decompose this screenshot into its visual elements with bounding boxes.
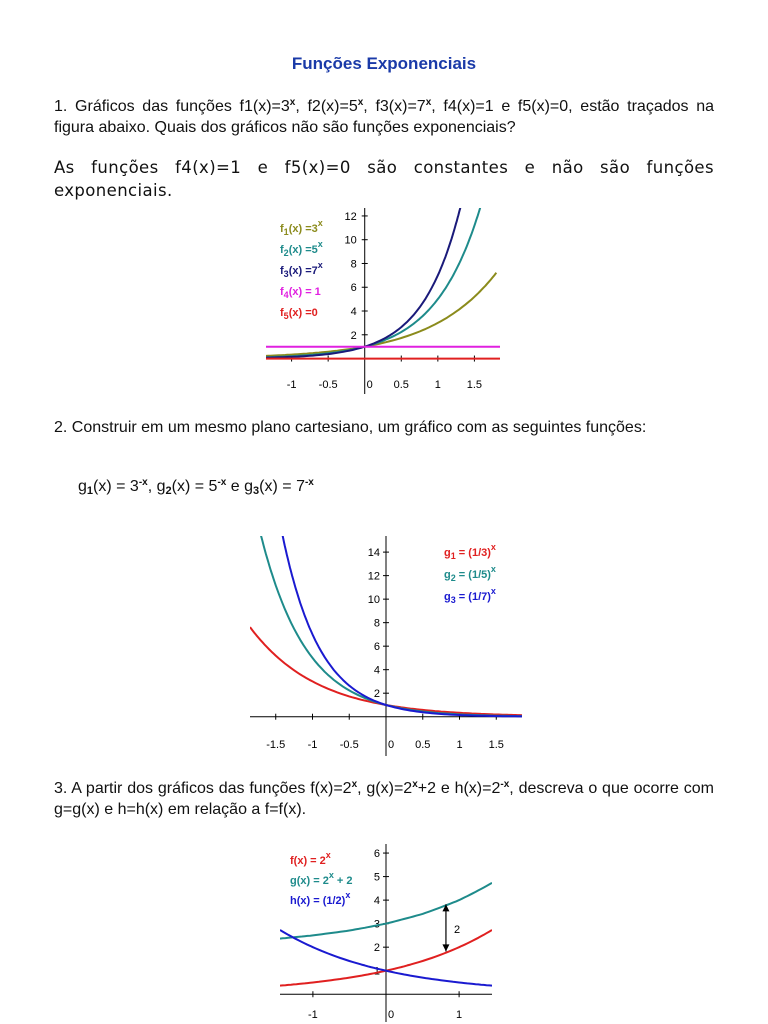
- legend-expression: (x) =5: [288, 244, 318, 256]
- question-1: [54, 96, 714, 138]
- g2-sup: -x: [217, 477, 227, 488]
- legend-name: h(x) = (1/2): [290, 895, 346, 907]
- legend-subscript: 3: [450, 595, 456, 605]
- g1-sub: 1: [86, 485, 94, 497]
- legend-name: g: [444, 591, 451, 603]
- q1-sup-c: x: [425, 97, 432, 108]
- legend-name: g(x) = 2: [290, 875, 329, 887]
- q1-text-d: , f4(x)=1 e f5(x)=0, estão traçados na figura abaixo. Quais dos gráficos não são funções exponenciais?: [54, 98, 714, 136]
- legend-subscript: 2: [283, 248, 289, 258]
- q1-text-b: , f2(x)=5: [295, 98, 358, 115]
- legend-expression: (x) =7: [288, 265, 318, 277]
- q3-text-d: , descreva o que ocorre com g=g(x) e h=h(x) em relação a f=f(x).: [54, 780, 714, 818]
- q3-text-c: +2 e h(x)=2: [417, 780, 501, 797]
- q3-text-a: 3. A partir dos gráficos das funções f(x)=2: [54, 780, 352, 797]
- x-tick-label: 0.5: [415, 739, 431, 751]
- x-tick-label: 1: [434, 379, 441, 391]
- legend-name: f: [280, 244, 284, 256]
- y-tick-label: 6: [373, 641, 380, 654]
- y-tick-label: 10: [344, 234, 357, 247]
- legend-entry: [290, 850, 331, 867]
- y-tick-label: 12: [367, 570, 380, 583]
- y-tick-label: 6: [373, 848, 380, 861]
- legend-expression: (x) =3: [288, 223, 318, 235]
- legend-superscript: x: [325, 850, 331, 860]
- legend-subscript: 1: [283, 227, 289, 237]
- legend-subscript: 5: [283, 311, 289, 321]
- y-tick-label: 3: [373, 918, 380, 931]
- x-tick-label: -0.5: [318, 379, 338, 391]
- y-tick-label: 2: [373, 688, 380, 701]
- y-tick-label: 8: [350, 258, 357, 271]
- q3-sup-b: x: [412, 779, 418, 790]
- legend-entry: [444, 542, 496, 561]
- legend-entry: [290, 890, 350, 907]
- g1-name: g: [78, 478, 87, 495]
- legend-entry: [280, 260, 323, 279]
- g2-sub: 2: [165, 485, 172, 497]
- legend-superscript: x: [317, 239, 323, 249]
- legend-name: f: [280, 307, 284, 319]
- question-2-formula: [78, 476, 578, 497]
- g3-sup: -x: [304, 477, 314, 488]
- y-tick-label: 1: [373, 965, 380, 978]
- x-tick-label: 1: [456, 1009, 463, 1021]
- legend-superscript: x: [328, 870, 334, 880]
- series-line: [282, 536, 522, 716]
- legend-name: f: [280, 286, 284, 298]
- x-tick-label: -1: [308, 1009, 318, 1021]
- legend-superscript: x: [490, 542, 496, 552]
- legend-name: g: [444, 569, 451, 581]
- g3-sub: 3: [253, 485, 260, 497]
- x-tick-label: 0: [366, 379, 373, 391]
- g1-sup: -x: [138, 477, 148, 488]
- legend-subscript: 2: [450, 573, 456, 583]
- x-tick-label: 1.5: [488, 739, 504, 751]
- g1-mid: (x) = 3: [93, 478, 139, 495]
- shift-arrow-head-bottom: [442, 944, 449, 951]
- legend-entry: [444, 564, 496, 583]
- chart-decreasing-exponentials: [250, 536, 522, 756]
- legend-expression: = (1/7): [455, 591, 491, 603]
- g3-pre: e g: [226, 478, 254, 495]
- x-tick-label: 1: [456, 739, 463, 751]
- x-tick-label: 0: [387, 1009, 395, 1021]
- x-tick-label: 0.5: [393, 379, 409, 391]
- legend-subscript: 3: [283, 269, 289, 279]
- q3-text-b: , g(x)=2: [357, 780, 413, 797]
- q3-sup-c: -x: [500, 779, 510, 790]
- legend-expression: = (1/5): [455, 569, 491, 581]
- y-tick-label: 8: [373, 617, 380, 630]
- page-title: Funções Exponenciais: [291, 54, 477, 73]
- question-2: 2. Construir em um mesmo plano cartesiano, um gráfico com as seguintes funções:: [54, 419, 647, 436]
- legend-superscript: x: [317, 260, 323, 270]
- q1-text-a: 1. Gráficos das funções f1(x)=3: [54, 98, 290, 115]
- x-tick-label: 1.5: [466, 379, 483, 391]
- question-3: [54, 778, 714, 820]
- chart-translation-reflection: [280, 844, 492, 1022]
- y-tick-label: 2: [350, 329, 357, 342]
- x-tick-label: -1: [286, 379, 297, 391]
- y-tick-label: 4: [373, 895, 380, 908]
- y-tick-label: 14: [367, 547, 380, 560]
- legend-subscript: 4: [283, 290, 289, 300]
- y-tick-label: 6: [350, 282, 357, 295]
- question-1-answer: As funções f4(x)=1 e f5(x)=0 são constantes e não são funções exponenciais.: [54, 158, 714, 200]
- y-tick-label: 4: [350, 306, 357, 319]
- q1-sup-a: x: [289, 97, 296, 108]
- legend-entry: [290, 870, 352, 887]
- legend-entry: [280, 218, 323, 237]
- g3-mid: (x) = 7: [259, 478, 305, 495]
- legend-superscript: x: [317, 218, 323, 228]
- legend-expression: = (1/3): [455, 547, 491, 559]
- legend-superscript: x: [490, 564, 496, 574]
- g2-mid: (x) = 5: [171, 478, 218, 495]
- y-tick-label: 10: [367, 594, 380, 607]
- x-tick-label: -1.5: [266, 739, 286, 751]
- chart-exponential-functions: [266, 208, 500, 394]
- legend-name: f: [280, 265, 284, 277]
- legend-name: g: [444, 547, 451, 559]
- g2-pre: , g: [147, 478, 166, 495]
- shift-annotation-label: 2: [453, 923, 461, 936]
- x-tick-label: -1: [307, 739, 318, 751]
- legend-entry: [280, 239, 323, 258]
- legend-superscript: x: [345, 890, 351, 900]
- legend-rest: + 2: [336, 875, 353, 887]
- legend-name: f: [280, 223, 284, 235]
- y-tick-label: 4: [373, 664, 380, 677]
- q3-sup-a: x: [351, 779, 358, 790]
- y-tick-label: 2: [373, 942, 380, 955]
- y-tick-label: 12: [344, 210, 357, 223]
- legend-entry: [280, 286, 321, 300]
- legend-subscript: 1: [450, 551, 456, 561]
- q1-sup-b: x: [357, 97, 364, 108]
- legend-superscript: x: [490, 586, 496, 596]
- legend-expression: (x) =0: [288, 307, 318, 319]
- legend-name: f(x) = 2: [290, 855, 326, 867]
- y-tick-label: 5: [373, 871, 380, 884]
- x-tick-label: -0.5: [339, 739, 359, 751]
- q1-text-c: , f3(x)=7: [363, 98, 426, 115]
- x-tick-label: 0: [387, 739, 395, 751]
- legend-expression: (x) = 1: [288, 286, 321, 298]
- legend-entry: [280, 307, 318, 321]
- series-line: [261, 536, 522, 716]
- legend-entry: [444, 586, 496, 605]
